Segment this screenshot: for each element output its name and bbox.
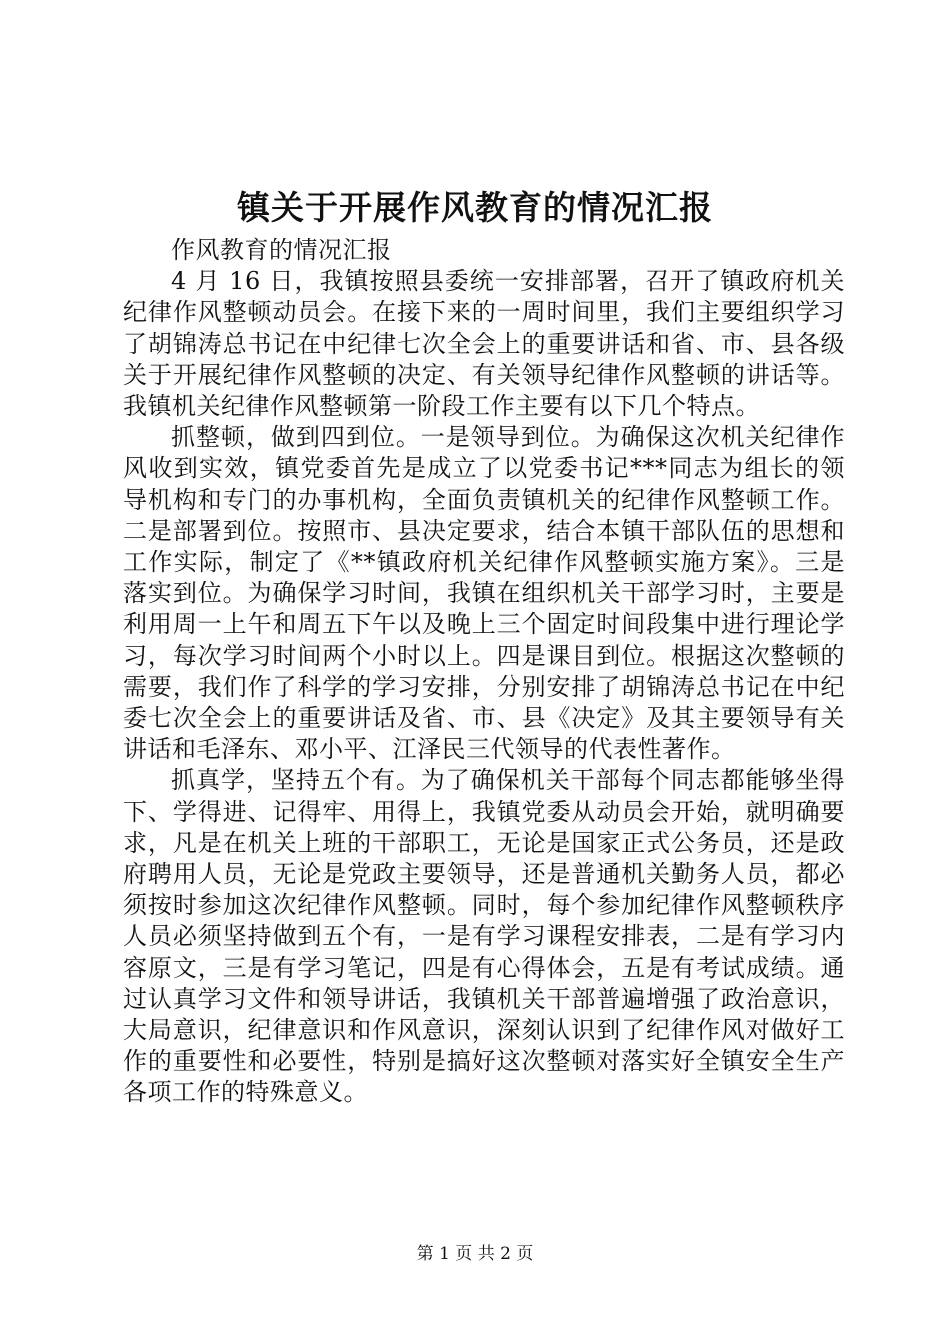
page-footer: 第 1 页 共 2 页 [416, 1244, 534, 1264]
document-body [123, 235, 845, 1109]
paragraph-subtitle: 作风教育的情况汇报 [171, 236, 392, 264]
paragraph-four-in-place: 抓整顿，做到四到位。一是领导到位。为确保这次机关纪律作风收到实效，镇党委首先是成立了以党委书记***同志为组长的领导机构和专门的办事机构，全面负责镇机关的纪律作风整顿工作。二是部署到位。按照市、县决定要求，结合本镇干部队伍的思想和工作实际，制定了《**镇政府机关纪律作风整顿实施方案》。三是落实到位。为确保学习时间，我镇在组织机关干部学习时，主要是利用周一上午和周五下午以及晚上三个固定时间段集中进行理论学习，每次学习时间两个小时以上。四是课目到位。根据这次整顿的需要，我们作了科学的学习安排，分别安排了胡锦涛总书记在中纪委七次全会上的重要讲话及省、市、县《决定》及其主要领导有关讲话和毛泽东、邓小平、江泽民三代领导的代表性著作。 [123, 423, 845, 764]
paragraph-five-haves: 抓真学，坚持五个有。为了确保机关干部每个同志都能够坐得下、学得进、记得牢、用得上，我镇党委从动员会开始，就明确要求，凡是在机关上班的干部职工，无论是国家正式公务员，还是政府聘用人员，无论是党政主要领导，还是普通机关勤务人员，都必须按时参加这次纪律作风整顿。同时，每个参加纪律作风整顿秩序人员必须坚持做到五个有，一是有学习课程安排表，二是有学习内容原文，三是有学习笔记，四是有心得体会，五是有考试成绩。通过认真学习文件和领导讲话，我镇机关干部普遍增强了政治意识，大局意识，纪律意识和作风意识，深刻认识到了纪律作风对做好工作的重要性和必要性，特别是搞好这次整顿对落实好全镇安全生产各项工作的特殊意义。 [123, 766, 845, 1107]
document-title: 镇关于开展作风教育的情况汇报 [237, 188, 713, 227]
paragraph-intro: 4 月 16 日，我镇按照县委统一安排部署，召开了镇政府机关纪律作风整顿动员会。在接下来的一周时间里，我们主要组织学习了胡锦涛总书记在中纪律七次全会上的重要讲话和省、市、县各级关于开展纪律作风整顿的决定、有关领导纪律作风整顿的讲话等。我镇机关纪律作风整顿第一阶段工作主要有以下几个特点。 [123, 267, 845, 421]
